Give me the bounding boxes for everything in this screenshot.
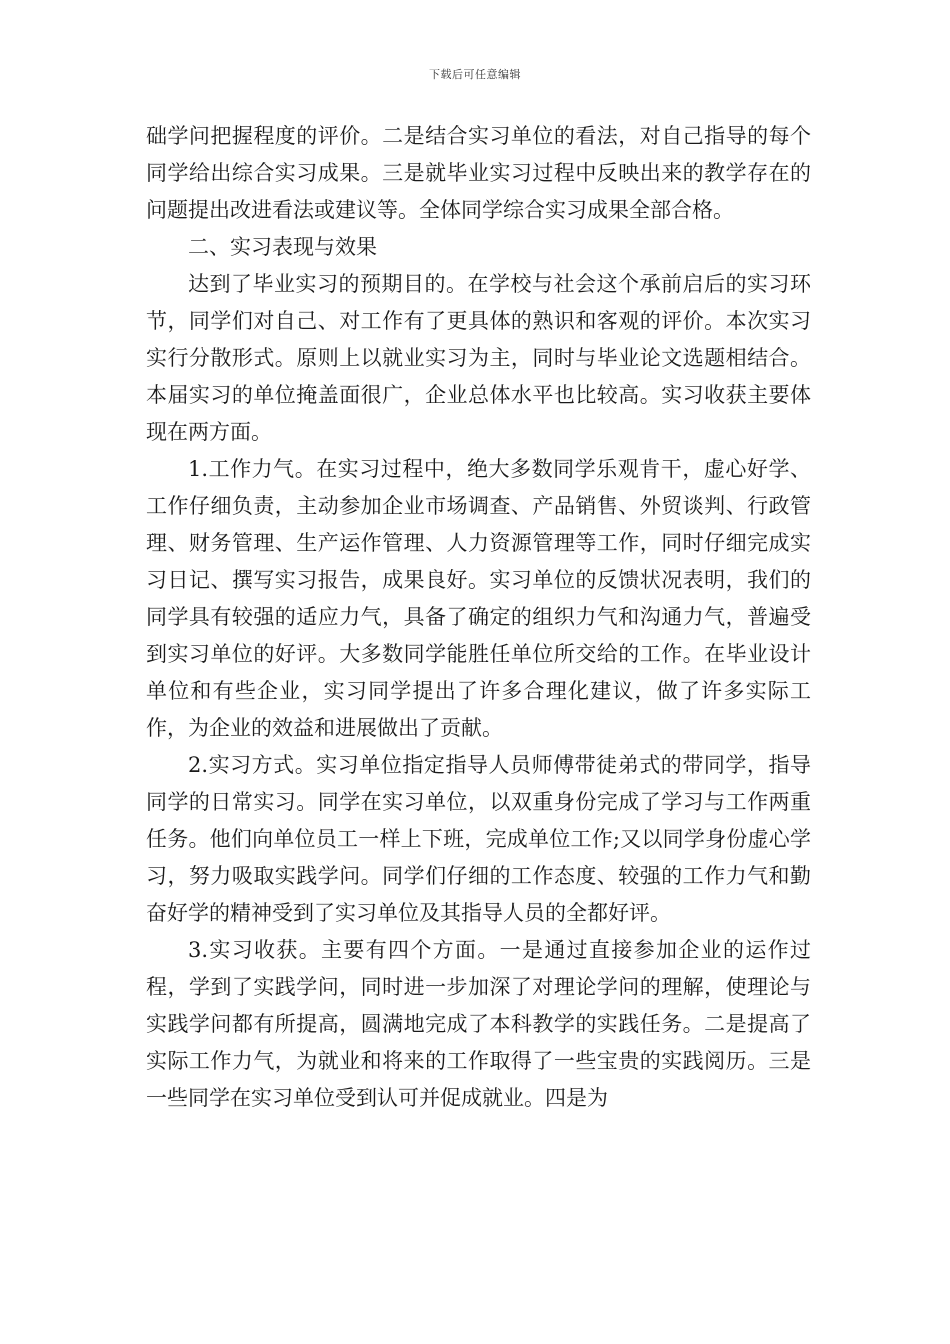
section-heading: 二、实习表现与效果 (188, 235, 377, 259)
document-body (146, 118, 811, 1117)
paragraph-item-1: 1.工作力气。在实习过程中，绝大多数同学乐观肯干，虚心好学、工作仔细负责，主动参加企业市场调查、产品销售、外贸谈判、行政管理、财务管理、生产运作管理、人力资源管理等工作，同时仔细完成实习日记、撰写实习报告，成果良好。实习单位的反馈状况表明，我们的同学具有较强的适应力气，具备了确定的组织力气和沟通力气，普遍受到实习单位的好评。大多数同学能胜任单位所交给的工作。在毕业设计单位和有些企业，实习同学提出了许多合理化建议，做了许多实际工作，为企业的效益和进展做出了贡献。 (146, 457, 811, 740)
page-header: 下载后可任意编辑 (429, 68, 521, 81)
paragraph: 达到了毕业实习的预期目的。在学校与社会这个承前启后的实习环节，同学们对自己、对工作有了更具体的熟识和客观的评价。本次实习实行分散形式。原则上以就业实习为主，同时与毕业论文选题相结合。本届实习的单位掩盖面很广，企业总体水平也比较高。实习收获主要体现在两方面。 (146, 272, 811, 444)
paragraph-item-2: 2.实习方式。实习单位指定指导人员师傅带徒弟式的带同学，指导同学的日常实习。同学在实习单位，以双重身份完成了学习与工作两重任务。他们向单位员工一样上下班，完成单位工作;又以同学身份虚心学习，努力吸取实践学问。同学们仔细的工作态度、较强的工作力气和勤奋好学的精神受到了实习单位及其指导人员的全都好评。 (146, 753, 811, 925)
paragraph-continuation: 础学问把握程度的评价。二是结合实习单位的看法，对自己指导的每个同学给出综合实习成果。三是就毕业实习过程中反映出来的教学存在的问题提出改进看法或建议等。全体同学综合实习成果全部合格。 (146, 124, 811, 222)
paragraph-item-3: 3.实习收获。主要有四个方面。一是通过直接参加企业的运作过程，学到了实践学问，同时进一步加深了对理论学问的理解，使理论与实践学问都有所提高，圆满地完成了本科教学的实践任务。二是提高了实际工作力气，为就业和将来的工作取得了一些宝贵的实践阅历。三是一些同学在实习单位受到认可并促成就业。四是为 (146, 938, 811, 1110)
